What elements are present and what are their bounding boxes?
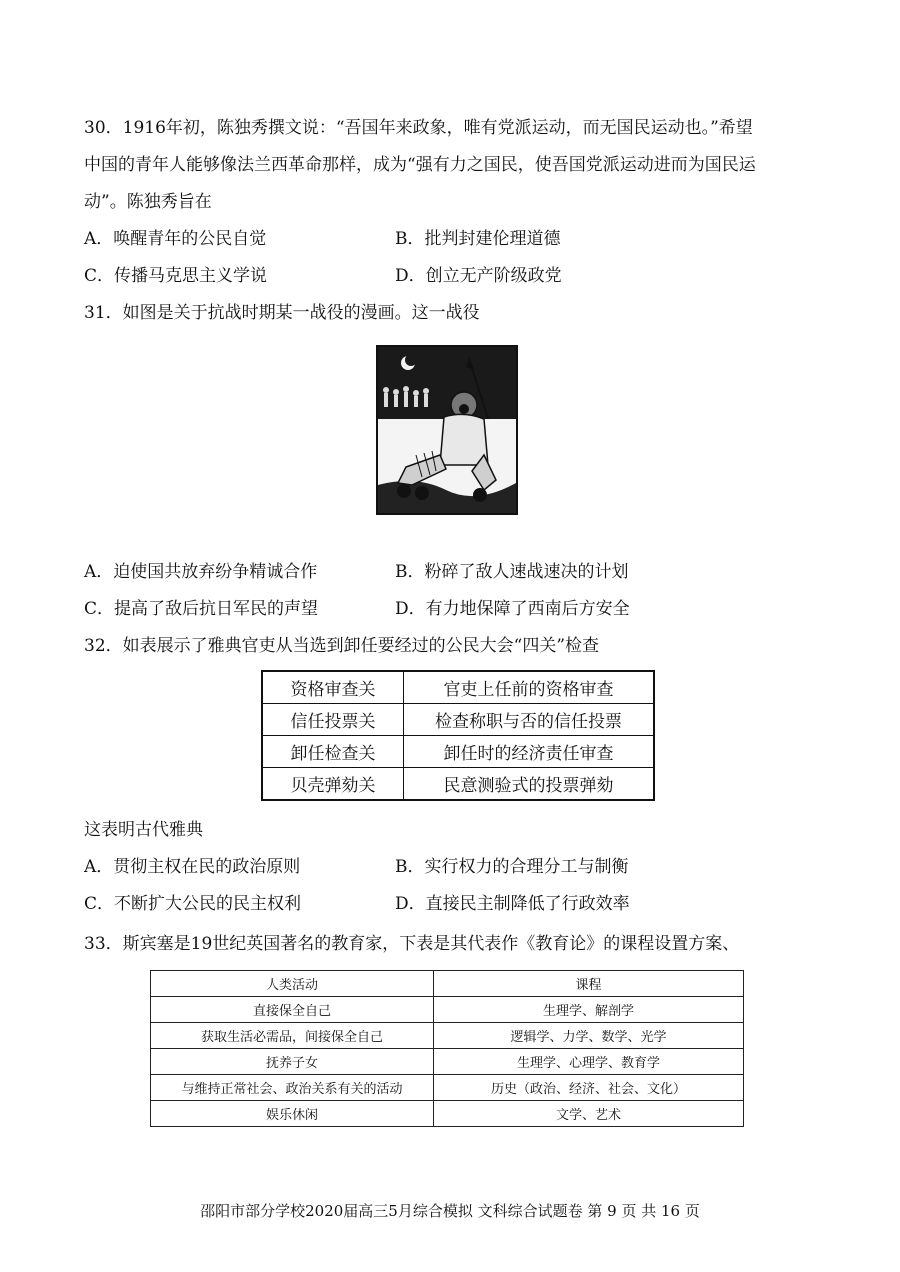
table-row [151, 997, 744, 1023]
q30-option-a: A．唤醒青年的公民自觉 [84, 229, 267, 249]
table-cell: 生理学、心理学、教育学 [434, 1049, 744, 1075]
q30-line-1: 30．1916年初，陈独秀撰文说：“吾国年来政象，唯有党派运动，而无国民运动也。”希望 [84, 118, 753, 138]
q32-stem: 32．如表展示了雅典官吏从当选到卸任要经过的公民大会“四关”检查 [84, 636, 600, 656]
table-cell: 生理学、解剖学 [434, 997, 744, 1023]
q31-option-b: B．粉碎了敌人速战速决的计划 [395, 562, 629, 582]
table-cell: 与维持正常社会、政治关系有关的活动 [151, 1075, 434, 1101]
spencer-curriculum-table [150, 970, 744, 1127]
table-cell: 卸任检查关 [262, 736, 404, 768]
q31-option-a: A．迫使国共放弃纷争精诚合作 [84, 562, 318, 582]
q30-option-d: D．创立无产阶级政党 [395, 266, 562, 286]
table-cell: 文学、艺术 [434, 1101, 744, 1127]
athens-four-checks-table [261, 670, 655, 801]
table-cell: 直接保全自己 [151, 997, 434, 1023]
table-row [151, 1049, 744, 1075]
q30-option-c: C．传播马克思主义学说 [84, 266, 268, 286]
table-row [151, 1075, 744, 1101]
q31-stem: 31．如图是关于抗战时期某一战役的漫画。这一战役 [84, 303, 480, 323]
table-cell: 历史（政治、经济、社会、文化） [434, 1075, 744, 1101]
q32-option-b: B．实行权力的合理分工与制衡 [395, 857, 629, 877]
table-row [151, 1023, 744, 1049]
q30-option-b: B．批判封建伦理道德 [395, 229, 561, 249]
q32-option-c: C．不断扩大公民的民主权利 [84, 894, 302, 914]
table-cell: 检查称职与否的信任投票 [404, 704, 655, 736]
q33-stem: 33．斯宾塞是19世纪英国著名的教育家，下表是其代表作《教育论》的课程设置方案、 [84, 934, 740, 954]
table-row [262, 671, 654, 704]
table-cell: 信任投票关 [262, 704, 404, 736]
q32-option-d: D．直接民主制降低了行政效率 [395, 894, 630, 914]
q31-option-c: C．提高了敌后抗日军民的声望 [84, 599, 319, 619]
table-row [262, 768, 654, 801]
table-header: 人类活动 [151, 971, 434, 997]
table-cell: 抚养子女 [151, 1049, 434, 1075]
table-header-row [151, 971, 744, 997]
q30-line-2: 中国的青年人能够像法兰西革命那样，成为“强有力之国民，使吾国党派运动进而为国民运 [84, 155, 756, 175]
table-cell: 逻辑学、力学、数学、光学 [434, 1023, 744, 1049]
table-cell: 娱乐休闲 [151, 1101, 434, 1127]
table-cell: 获取生活必需品，间接保全自己 [151, 1023, 434, 1049]
table-cell: 资格审查关 [262, 671, 404, 704]
table-row [151, 1101, 744, 1127]
table-row [262, 704, 654, 736]
page-footer: 邵阳市部分学校2020届高三5月综合模拟 文科综合试题卷 第 9 页 共 16 页 [200, 1202, 700, 1220]
table-row [262, 736, 654, 768]
table-cell: 贝壳弹劾关 [262, 768, 404, 801]
table-cell: 民意测验式的投票弹劾 [404, 768, 655, 801]
q30-line-3: 动”。陈独秀旨在 [84, 192, 212, 212]
table-cell: 官吏上任前的资格审查 [404, 671, 655, 704]
q31-option-d: D．有力地保障了西南后方安全 [395, 599, 630, 619]
q32-after-text: 这表明古代雅典 [84, 820, 203, 840]
table-cell: 卸任时的经济责任审查 [404, 736, 655, 768]
q32-option-a: A．贯彻主权在民的政治原则 [84, 857, 301, 877]
war-cartoon-image [376, 345, 518, 515]
table-header: 课程 [434, 971, 744, 997]
